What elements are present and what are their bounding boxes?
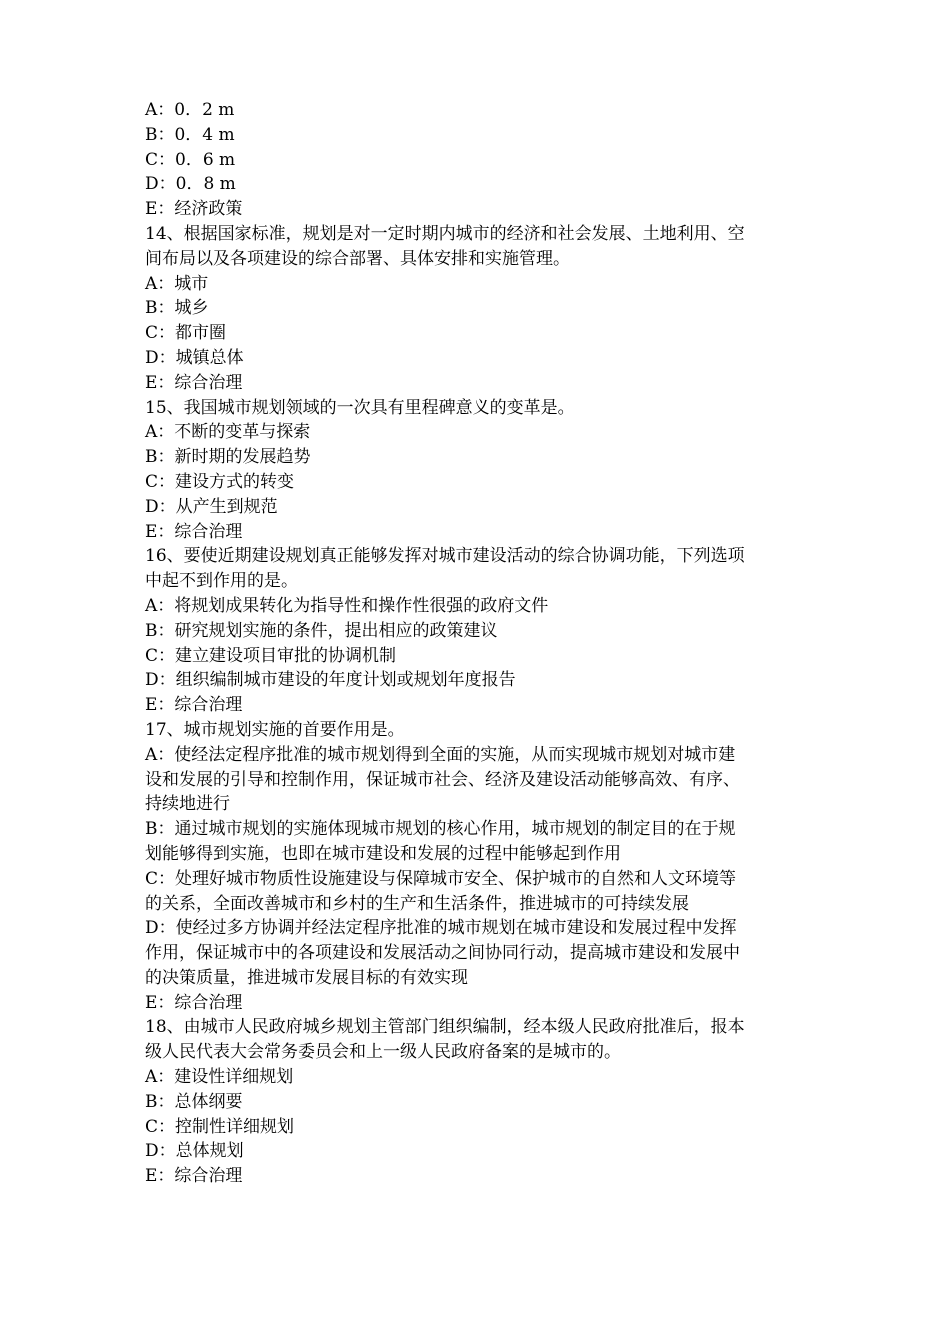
option-line: D：总体规划 — [145, 1141, 244, 1162]
option-line: B：0．4 m — [145, 124, 235, 145]
option-line: A：建设性详细规划 — [145, 1067, 294, 1088]
document-body — [145, 98, 810, 1189]
question-18-text: 18、由城市人民政府城乡规划主管部门组织编制，经本级人民政府批准后，报本 — [145, 1017, 745, 1038]
option-line: D：城镇总体 — [145, 347, 244, 368]
option-line: B：新时期的发展趋势 — [145, 447, 311, 468]
option-line: C：都市圈 — [145, 323, 227, 344]
option-line: E：综合治理 — [145, 695, 243, 716]
option-line: 的关系，全面改善城市和乡村的生产和生活条件，推进城市的可持续发展 — [145, 893, 689, 914]
option-line: D：从产生到规范 — [145, 496, 278, 517]
option-line: B：研究规划实施的条件，提出相应的政策建议 — [145, 620, 498, 641]
option-line: C：0．6 m — [145, 149, 236, 170]
option-line: C：建设方式的转变 — [145, 471, 295, 492]
option-line: C：处理好城市物质性设施建设与保障城市安全、保护城市的自然和人文环境等 — [145, 868, 737, 889]
option-line: 划能够得到实施，也即在城市建设和发展的过程中能够起到作用 — [145, 843, 621, 864]
option-line: E：综合治理 — [145, 1166, 243, 1187]
option-line: 持续地进行 — [145, 794, 230, 815]
question-16-text: 中起不到作用的是。 — [145, 571, 298, 592]
option-line: C：建立建设项目审批的协调机制 — [145, 645, 397, 666]
option-line: C：控制性详细规划 — [145, 1116, 295, 1137]
question-18-text: 级人民代表大会常务委员会和上一级人民政府备案的是城市的。 — [145, 1042, 621, 1063]
option-line: B：通过城市规划的实施体现城市规划的核心作用，城市规划的制定目的在于规 — [145, 819, 736, 840]
option-line: A：0．2 m — [145, 100, 235, 120]
option-line: 的决策质量，推进城市发展目标的有效实现 — [145, 967, 468, 988]
option-line: E：综合治理 — [145, 521, 243, 542]
question-16-text: 16、要使近期建设规划真正能够发挥对城市建设活动的综合协调功能，下列选项 — [145, 546, 745, 567]
question-17-text: 17、城市规划实施的首要作用是。 — [145, 719, 405, 740]
option-line: E：综合治理 — [145, 992, 243, 1013]
option-line: A：不断的变革与探索 — [145, 422, 311, 443]
option-line: D：0．8 m — [145, 174, 236, 195]
question-15-text: 15、我国城市规划领域的一次具有里程碑意义的变革是。 — [145, 397, 575, 418]
option-line: B：总体纲要 — [145, 1091, 243, 1112]
option-line: 设和发展的引导和控制作用，保证城市社会、经济及建设活动能够高效、有序、 — [145, 769, 740, 790]
question-14-text: 14、根据国家标准，规划是对一定时期内城市的经济和社会发展、土地利用、空 — [145, 223, 745, 244]
option-line: 作用，保证城市中的各项建设和发展活动之间协同行动，提高城市建设和发展中 — [145, 943, 740, 964]
option-line: D：使经过多方协调并经法定程序批准的城市规划在城市建设和发展过程中发挥 — [145, 918, 737, 939]
option-line: B：城乡 — [145, 298, 209, 319]
option-line: A：使经法定程序批准的城市规划得到全面的实施，从而实现城市规划对城市建 — [145, 744, 736, 765]
option-line: E：综合治理 — [145, 372, 243, 393]
option-line: A：将规划成果转化为指导性和操作性很强的政府文件 — [145, 595, 549, 616]
question-14-text: 间布局以及各项建设的综合部署、具体安排和实施管理。 — [145, 248, 570, 269]
option-line: A：城市 — [145, 273, 209, 294]
option-line: D：组织编制城市建设的年度计划或规划年度报告 — [145, 670, 516, 691]
option-line: E：经济政策 — [145, 199, 243, 220]
